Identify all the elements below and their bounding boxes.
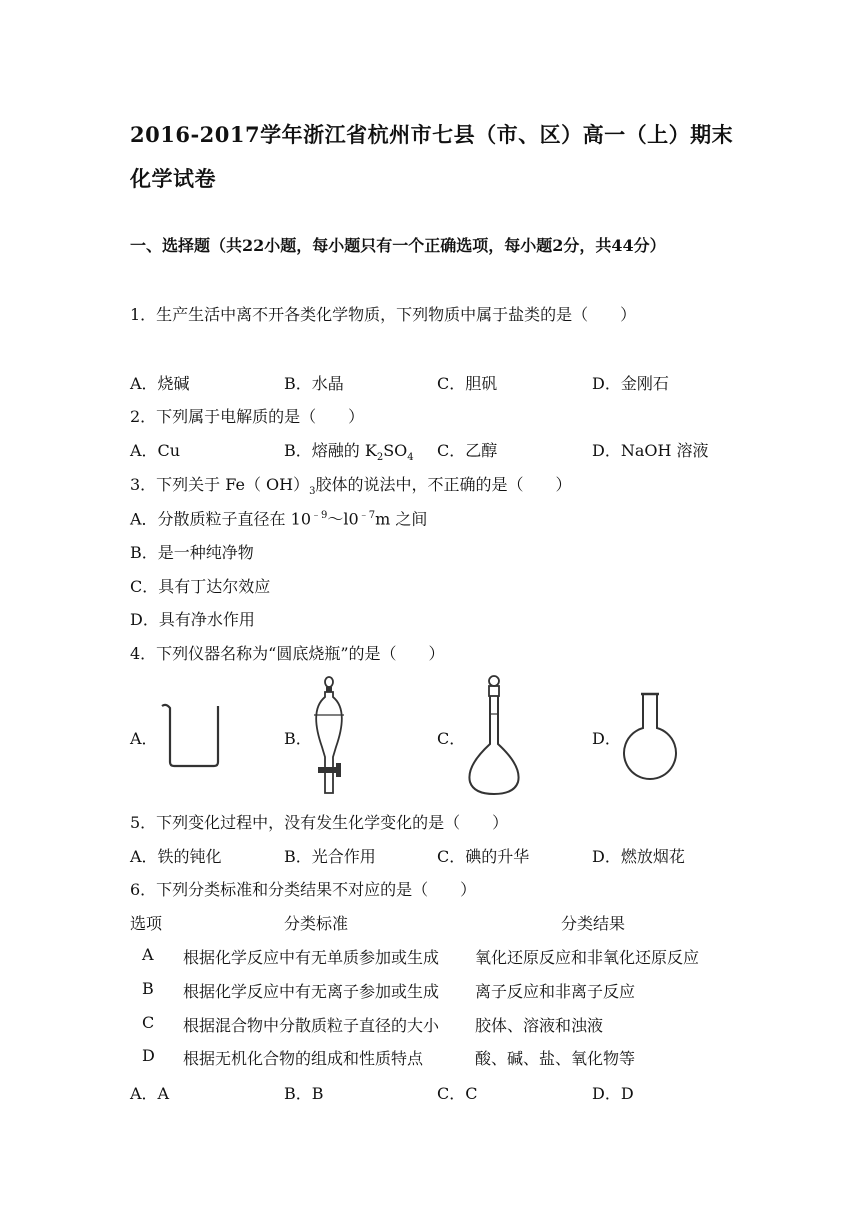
q4-option-c[interactable]: C．	[437, 729, 466, 748]
table-row-c-result: 胶体、溶液和浊液	[475, 1016, 604, 1035]
question-6-stem: 6．下列分类标准和分类结果不对应的是（ ）	[130, 880, 477, 899]
table-row-a-label: A	[142, 945, 154, 964]
q6-option-a[interactable]: A．A	[130, 1084, 170, 1103]
table-row-d-standard: 根据无机化合物的组成和性质特点	[183, 1049, 424, 1068]
table-row-d-label: D	[142, 1046, 155, 1065]
table-row-b-result: 离子反应和非离子反应	[475, 982, 636, 1001]
page-title: 2016-2017学年浙江省杭州市七县（市、区）高一（上）期末化学试卷	[130, 122, 734, 191]
table-row-a-result: 氧化还原反应和非氧化还原反应	[475, 948, 700, 967]
question-5-stem: 5．下列变化过程中，没有发生化学变化的是（ ）	[130, 813, 509, 832]
q5-option-b[interactable]: B．光合作用	[284, 847, 376, 866]
round-bottom-flask-icon	[620, 690, 680, 782]
q3-option-d[interactable]: D．具有净水作用	[130, 610, 255, 629]
q2-option-d[interactable]: D．NaOH 溶液	[592, 441, 709, 460]
question-2-stem: 2．下列属于电解质的是（ ）	[130, 407, 365, 426]
section-heading: 一、选择题（共22小题，每小题只有一个正确选项，每小题2分，共44分）	[130, 236, 666, 255]
table-row-c-standard: 根据混合物中分散质粒子直径的大小	[183, 1016, 440, 1035]
q4-option-d[interactable]: D．	[592, 729, 621, 748]
q2-option-a[interactable]: A．Cu	[130, 441, 181, 460]
q1-option-a[interactable]: A．烧碱	[130, 374, 190, 393]
q6-option-c[interactable]: C．C	[437, 1084, 478, 1103]
q2-option-b[interactable]: B．熔融的 $K_2SO_4$	[284, 441, 414, 464]
table-header-standard: 分类标准	[284, 914, 349, 933]
question-4-stem: 4．下列仪器名称为“圆底烧瓶”的是（ ）	[130, 644, 445, 663]
table-header-option: 选项	[130, 914, 163, 933]
q5-option-a[interactable]: A．铁的钝化	[130, 847, 222, 866]
question-1-stem: 1．生产生活中离不开各类化学物质，下列物质中属于盐类的是（ ）	[130, 305, 637, 324]
q2-option-c[interactable]: C．乙醇	[437, 441, 498, 460]
q6-option-d[interactable]: D．D	[592, 1084, 634, 1103]
table-row-c-label: C	[142, 1013, 155, 1032]
q4-option-a[interactable]: A．	[130, 729, 158, 748]
q4-option-b[interactable]: B．	[284, 729, 312, 748]
q1-option-d[interactable]: D．金刚石	[592, 374, 669, 393]
table-header-result: 分类结果	[561, 914, 626, 933]
table-row-b-label: B	[142, 979, 154, 998]
table-row-b-standard: 根据化学反应中有无离子参加或生成	[183, 982, 440, 1001]
separatory-funnel-icon	[306, 675, 352, 797]
q1-option-c[interactable]: C．胆矾	[437, 374, 498, 393]
q1-option-b[interactable]: B．水晶	[284, 374, 344, 393]
table-row-d-result: 酸、碱、盐、氧化物等	[475, 1049, 636, 1068]
table-row-a-standard: 根据化学反应中有无单质参加或生成	[183, 948, 440, 967]
question-3-stem: 3．下列关于 Fe（ $OH)_3$胶体的说法中，不正确的是（ ）	[130, 475, 572, 498]
q5-option-c[interactable]: C．碘的升华	[437, 847, 530, 866]
volumetric-flask-icon	[462, 674, 526, 798]
q3-option-b[interactable]: B．是一种纯净物	[130, 543, 254, 562]
beaker-icon	[158, 700, 222, 770]
q5-option-d[interactable]: D．燃放烟花	[592, 847, 685, 866]
q3-option-a[interactable]: A．分散质粒子直径在 $10^{﹣9}\sim l0^{﹣7}m$ 之间	[130, 509, 428, 529]
q3-option-c[interactable]: C．具有丁达尔效应	[130, 577, 271, 596]
q6-option-b[interactable]: B．B	[284, 1084, 324, 1103]
